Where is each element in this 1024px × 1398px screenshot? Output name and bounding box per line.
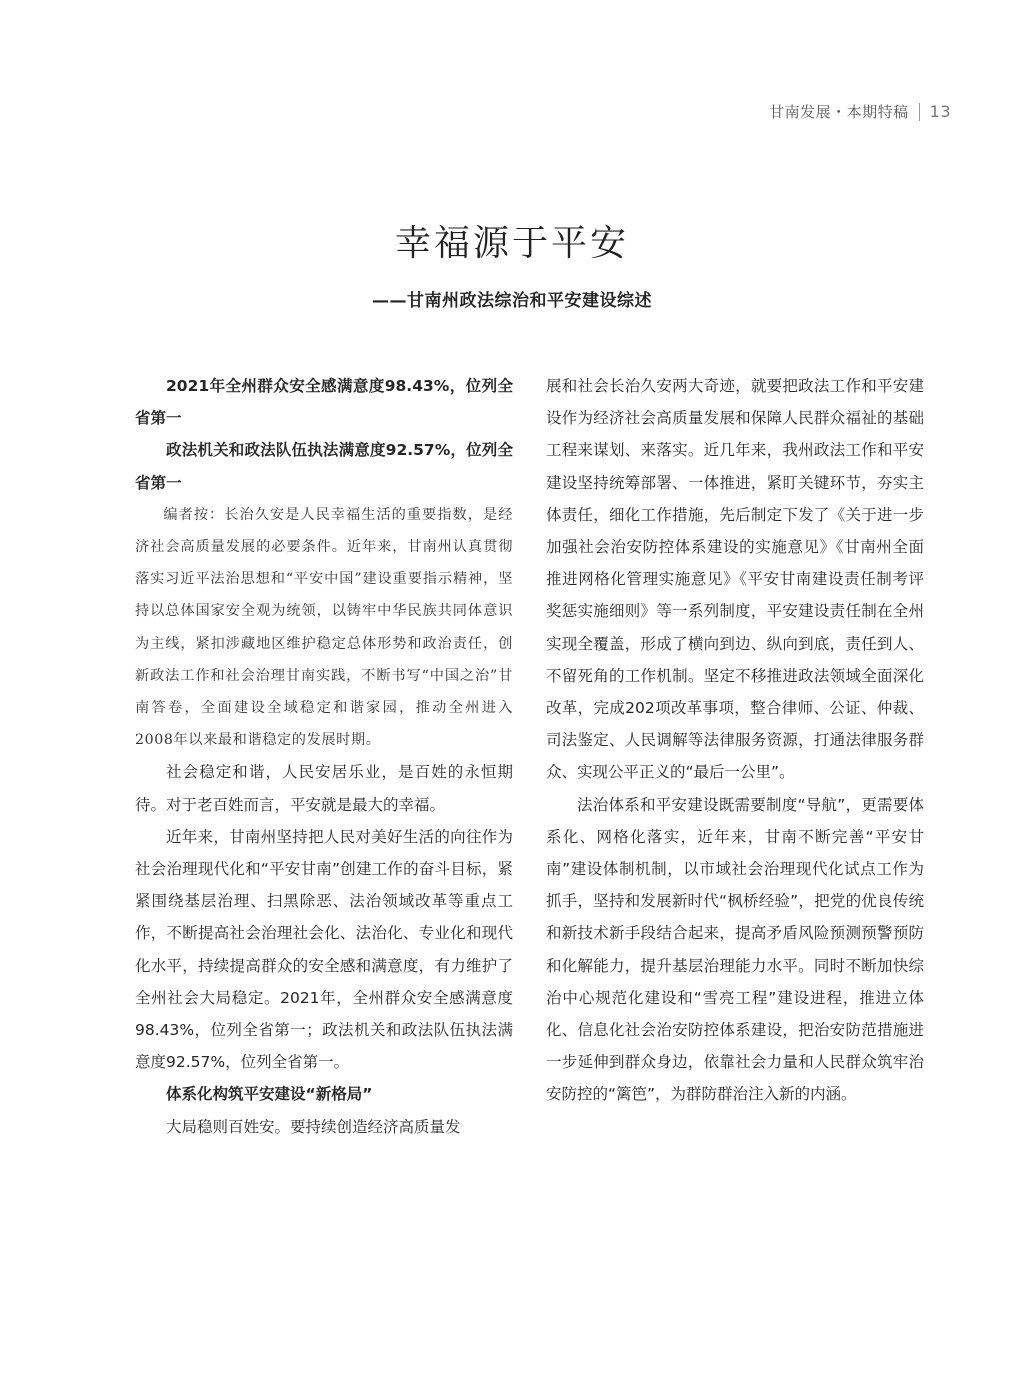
left-column (135, 370, 513, 1143)
running-header (769, 101, 951, 122)
body-paragraph: 大局稳则百姓安。要持续创造经济高质量发 (166, 1117, 461, 1136)
section-label: 甘南发展・本期特稿 (769, 103, 909, 121)
article-subtitle: ——甘南州政法综治和平安建设综述 (372, 291, 652, 311)
body-paragraph: 近年来，甘南州坚持把人民对美好生活的向往作为社会治理现代化和“平安甘南”创建工作的奋斗目标，紧紧围绕基层治理、扫黑除恶、法治领域改革等重点工作，不断提高社会治理社会化、法治化、专业化和现代化水平，持续提高群众的安全感和满意度，有力维护了全州社会大局稳定。2021年，全州群众安全感满意度98.43%，位列全省第一；政法机关和政法队伍执法满意度92.57%，位列全省第一。 (135, 827, 513, 1072)
article-title: 幸福源于平安 (394, 223, 629, 264)
editor-note: 编者按：长治久安是人民幸福生活的重要指数，是经济社会高质量发展的必要条件。近年来，甘南州认真贯彻落实习近平法治思想和“平安中国”建设重要指示精神，坚持以总体国家安全观为统领，以铸牢中华民族共同体意识为主线，紧扣涉藏地区维护稳定总体形势和政治责任，创新政法工作和社会治理甘南实践，不断书写“中国之治”甘南答卷，全面建设全域稳定和谐家园，推动全州进入2008年以来最和谐稳定的发展时期。 (135, 506, 513, 749)
highlight-law-enforcement: 政法机关和政法队伍执法满意度92.57%，位列全省第一 (135, 441, 513, 492)
right-column (546, 370, 924, 1111)
body-paragraph: 社会稳定和谐，人民安居乐业，是百姓的永恒期待。对于老百姓而言，平安就是最大的幸福。 (135, 763, 513, 814)
section-heading: 体系化构筑平安建设“新格局” (166, 1085, 373, 1104)
highlight-satisfaction: 2021年全州群众安全感满意度98.43%，位列全省第一 (135, 377, 513, 428)
page-number: 13 (929, 102, 951, 121)
body-paragraph-continued: 展和社会长治久安两大奇迹，就要把政法工作和平安建设作为经济社会高质量发展和保障人民群众福祉的基础工程来谋划、来落实。近几年来，我州政法工作和平安建设坚持统筹部署、一体推进，紧盯关键环节，夯实主体责任，细化工作措施，先后制定下发了《关于进一步加强社会治安防控体系建设的实施意见》《甘南州全面推进网格化管理实施意见》《平安甘南建设责任制考评奖惩实施细则》等一系列制度，平安建设责任制在全州实现全覆盖，形成了横向到边、纵向到底，责任到人、不留死角的工作机制。坚定不移推进政法领域全面深化改革，完成202项改革事项，整合律师、公证、仲裁、司法鉴定、人民调解等法律服务资源，打通法律服务群众、实现公平正义的“最后一公里”。 (546, 377, 924, 782)
header-divider (919, 103, 920, 121)
body-paragraph: 法治体系和平安建设既需要制度“导航”，更需要体系化、网格化落实，近年来，甘南不断完善“平安甘南”建设体制机制，以市域社会治理现代化试点工作为抓手，坚持和发展新时代“枫桥经验”，把党的优良传统和新技术新手段结合起来，提高矛盾风险预测预警预防和化解能力，提升基层治理能力水平。同时不断加快综治中心规范化建设和“雪亮工程”建设进程，推进立体化、信息化社会治安防控体系建设，把治安防范措施进一步延伸到群众身边，依靠社会力量和人民群众筑牢治安防控的“篱笆”，为群防群治注入新的内涵。 (546, 795, 924, 1104)
